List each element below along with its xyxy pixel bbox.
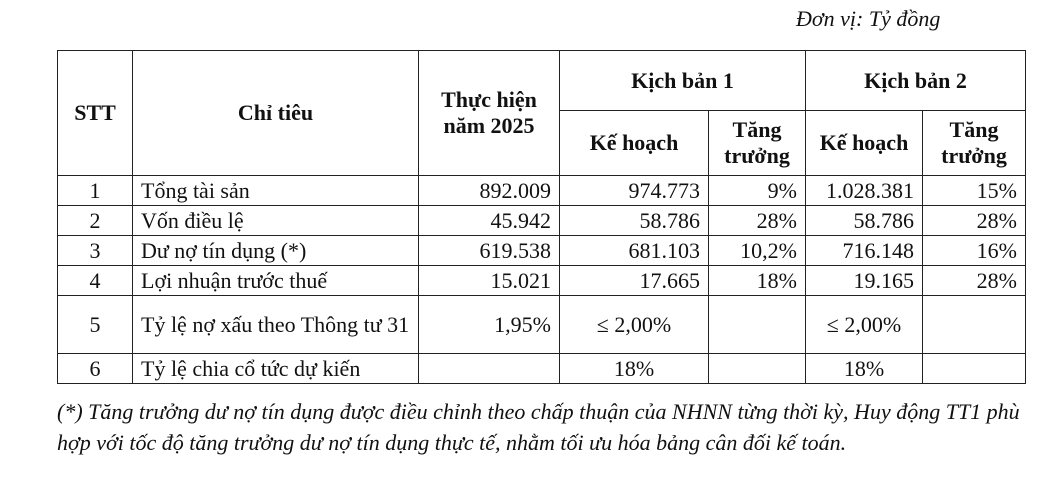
header-actual-2025: Thực hiện năm 2025 <box>419 51 560 176</box>
row-s1-plan: 974.773 <box>560 176 709 206</box>
row-s1-plan: 17.665 <box>560 266 709 296</box>
row-actual: 892.009 <box>419 176 560 206</box>
table-body <box>58 176 1026 384</box>
row-indicator: Tỷ lệ nợ xấu theo Thông tư 31 <box>133 296 419 354</box>
header-s1-growth: Tăng trưởng <box>709 111 806 176</box>
table-row <box>58 266 1026 296</box>
header-s1-plan: Kế hoạch <box>560 111 709 176</box>
row-s2-growth <box>923 354 1026 384</box>
row-s1-growth <box>709 354 806 384</box>
row-stt: 6 <box>58 354 133 384</box>
header-s2-growth: Tăng trưởng <box>923 111 1026 176</box>
header-stt: STT <box>58 51 133 176</box>
table-row <box>58 206 1026 236</box>
row-s2-growth <box>923 296 1026 354</box>
row-s2-growth: 28% <box>923 206 1026 236</box>
table-row <box>58 296 1026 354</box>
row-actual: 45.942 <box>419 206 560 236</box>
row-indicator: Dư nợ tín dụng (*) <box>133 236 419 266</box>
row-s2-growth: 28% <box>923 266 1026 296</box>
header-scenario-2: Kịch bản 2 <box>806 51 1026 111</box>
row-actual: 619.538 <box>419 236 560 266</box>
row-stt: 5 <box>58 296 133 354</box>
row-s1-plan: 18% <box>560 354 709 384</box>
row-s1-growth: 9% <box>709 176 806 206</box>
row-actual: 1,95% <box>419 296 560 354</box>
business-plan-table <box>57 50 1026 384</box>
table-row <box>58 236 1026 266</box>
row-s1-growth: 28% <box>709 206 806 236</box>
row-s2-plan: 716.148 <box>806 236 923 266</box>
row-s2-plan: ≤ 2,00% <box>806 296 923 354</box>
header-scenario-1: Kịch bản 1 <box>560 51 806 111</box>
row-s1-plan: ≤ 2,00% <box>560 296 709 354</box>
row-indicator: Vốn điều lệ <box>133 206 419 236</box>
row-indicator: Tỷ lệ chia cổ tức dự kiến <box>133 354 419 384</box>
row-stt: 3 <box>58 236 133 266</box>
row-s1-growth: 18% <box>709 266 806 296</box>
row-actual <box>419 354 560 384</box>
row-s2-growth: 16% <box>923 236 1026 266</box>
row-s1-plan: 681.103 <box>560 236 709 266</box>
row-s1-growth: 10,2% <box>709 236 806 266</box>
row-s1-growth <box>709 296 806 354</box>
table-header <box>58 51 1026 176</box>
footnote: (*) Tăng trưởng dư nợ tín dụng được điều chỉnh theo chấp thuận của NHNN từng thời kỳ, Huy động TT1 phù hợp với tốc độ tăng trưởng dư nợ tín dụng thực tế, nhằm tối ưu hóa bảng cân đối kế toán. <box>57 399 1020 455</box>
table-row <box>58 354 1026 384</box>
row-s2-growth: 15% <box>923 176 1026 206</box>
row-stt: 1 <box>58 176 133 206</box>
row-s2-plan: 58.786 <box>806 206 923 236</box>
unit-label: Đơn vị: Tỷ đồng <box>796 6 941 31</box>
row-s2-plan: 18% <box>806 354 923 384</box>
row-s2-plan: 19.165 <box>806 266 923 296</box>
row-stt: 4 <box>58 266 133 296</box>
row-actual: 15.021 <box>419 266 560 296</box>
table-row <box>58 176 1026 206</box>
row-s2-plan: 1.028.381 <box>806 176 923 206</box>
row-s1-plan: 58.786 <box>560 206 709 236</box>
row-indicator: Lợi nhuận trước thuế <box>133 266 419 296</box>
header-s2-plan: Kế hoạch <box>806 111 923 176</box>
header-indicator: Chỉ tiêu <box>133 51 419 176</box>
row-stt: 2 <box>58 206 133 236</box>
row-indicator: Tổng tài sản <box>133 176 419 206</box>
